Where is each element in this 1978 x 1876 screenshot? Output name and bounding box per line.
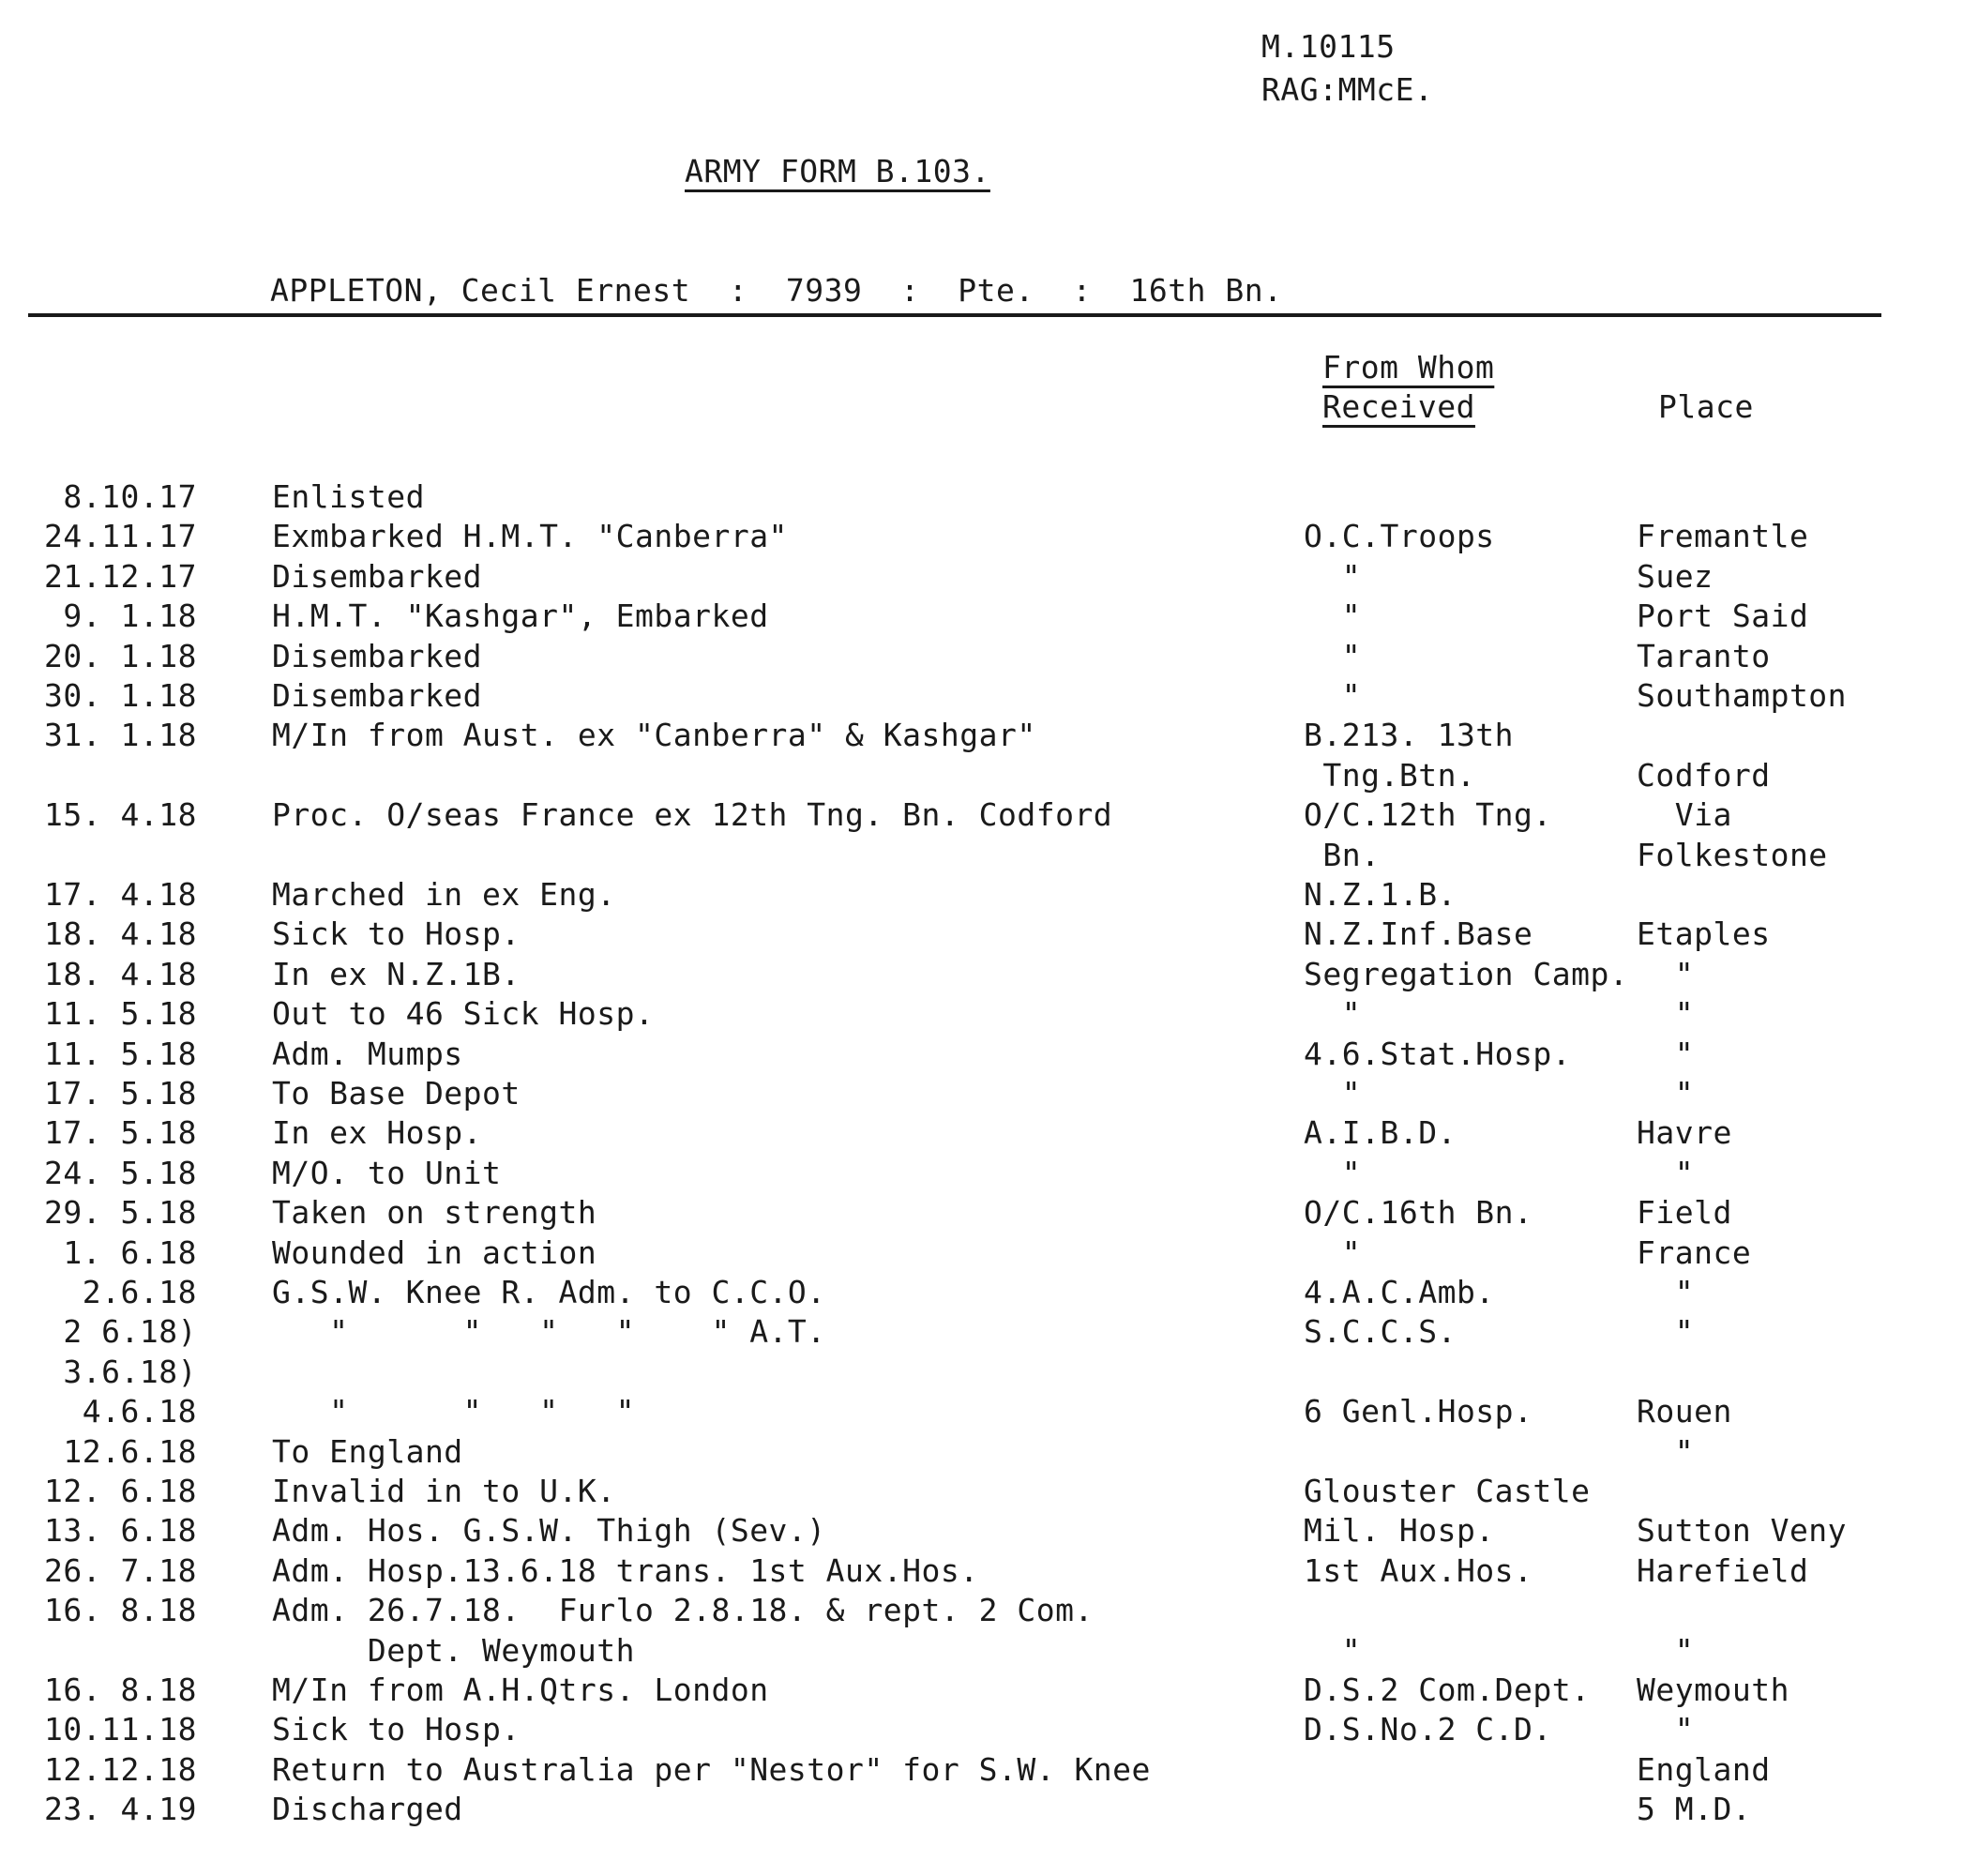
record-description: Discharged — [272, 1791, 463, 1828]
record-row — [0, 1791, 1978, 1828]
record-row — [0, 837, 1978, 874]
record-row — [0, 876, 1978, 914]
record-description: Disembarked — [272, 557, 483, 595]
record-place: " — [1637, 1631, 1695, 1669]
record-description: Adm. 26.7.18. Furlo 2.8.18. & rept. 2 Com. — [272, 1592, 1094, 1629]
record-date: 30. 1.18 — [44, 677, 197, 714]
record-description: Sick to Hosp. — [272, 915, 521, 953]
record-description: Marched in ex Eng. — [272, 876, 616, 913]
record-date: 12.12.18 — [44, 1750, 197, 1788]
record-place: Folkestone — [1637, 836, 1828, 873]
record-date: 24. 5.18 — [44, 1154, 197, 1191]
record-place: " — [1637, 955, 1695, 992]
record-from-whom: 6 Genl.Hosp. — [1304, 1393, 1533, 1430]
soldier-details: APPLETON, Cecil Ernest : 7939 : Pte. : 16th Bn. — [270, 272, 1283, 309]
record-row — [0, 1313, 1978, 1351]
record-description: M/In from A.H.Qtrs. London — [272, 1672, 769, 1708]
record-date: 16. 8.18 — [44, 1592, 197, 1629]
record-description: H.M.T. "Kashgar", Embarked — [272, 598, 769, 635]
record-date: 20. 1.18 — [44, 637, 197, 674]
record-date: 17. 5.18 — [44, 1075, 197, 1112]
record-place: Port Said — [1637, 598, 1809, 635]
record-date: 9. 1.18 — [63, 598, 197, 635]
record-description: G.S.W. Knee R. Adm. to C.C.O. — [272, 1274, 826, 1310]
record-place: Via — [1637, 796, 1732, 834]
record-description: Wounded in action — [272, 1233, 597, 1271]
record-description: Disembarked — [272, 677, 483, 714]
record-from-whom: A.I.B.D. — [1304, 1114, 1457, 1152]
record-place: Field — [1637, 1194, 1732, 1232]
record-date: 18. 4.18 — [44, 955, 197, 992]
record-row — [0, 598, 1978, 635]
record-date: 26. 7.18 — [44, 1551, 197, 1589]
record-row — [0, 1234, 1978, 1272]
header-rule — [28, 313, 1881, 317]
record-place: Rouen — [1637, 1393, 1732, 1430]
record-from-whom: " — [1304, 637, 1362, 674]
column-header-place: Place — [1658, 388, 1754, 425]
record-from-whom: D.S.2 Com.Dept. — [1304, 1672, 1591, 1708]
record-row — [0, 1711, 1978, 1748]
record-from-whom: S.C.C.S. — [1304, 1313, 1457, 1351]
record-from-whom: Glouster Castle — [1304, 1473, 1591, 1509]
record-date: 17. 4.18 — [44, 876, 197, 913]
record-place: England — [1637, 1750, 1771, 1788]
record-place: Fremantle — [1637, 518, 1809, 555]
form-title: ARMY FORM B.103. — [685, 153, 990, 189]
record-place: Suez — [1637, 557, 1714, 595]
record-row — [0, 1672, 1978, 1709]
record-place: France — [1637, 1233, 1752, 1271]
record-from-whom: " — [1304, 677, 1362, 714]
record-description: Disembarked — [272, 637, 483, 674]
record-row — [0, 1075, 1978, 1112]
record-row — [0, 915, 1978, 953]
record-row — [0, 1473, 1978, 1510]
record-date: 16. 8.18 — [44, 1672, 197, 1708]
record-date: 18. 4.18 — [44, 915, 197, 953]
record-date: 23. 4.19 — [44, 1791, 197, 1828]
record-from-whom: " — [1304, 598, 1362, 635]
record-description: " " " " — [272, 1393, 635, 1430]
record-place: " — [1637, 1432, 1695, 1470]
record-from-whom: O/C.12th Tng. — [1304, 796, 1552, 834]
record-place: Weymouth — [1637, 1672, 1789, 1708]
record-place: 5 M.D. — [1637, 1791, 1752, 1828]
record-description: Invalid in to U.K. — [272, 1473, 616, 1509]
record-row — [0, 478, 1978, 516]
record-date: 17. 5.18 — [44, 1114, 197, 1152]
record-row — [0, 1274, 1978, 1311]
record-date: 15. 4.18 — [44, 796, 197, 834]
record-row — [0, 677, 1978, 715]
record-from-whom: O.C.Troops — [1304, 518, 1495, 555]
record-from-whom: 4.A.C.Amb. — [1304, 1274, 1495, 1310]
record-date: 10.11.18 — [44, 1711, 197, 1748]
record-row — [0, 1114, 1978, 1152]
record-description: Sick to Hosp. — [272, 1711, 521, 1748]
record-from-whom: D.S.No.2 C.D. — [1304, 1711, 1552, 1748]
record-description: Dept. Weymouth — [272, 1631, 635, 1669]
record-description: To Base Depot — [272, 1075, 521, 1112]
typist-initials: RAG:MMcE. — [1261, 71, 1434, 108]
record-description: Taken on strength — [272, 1194, 597, 1232]
record-from-whom: N.Z.1.B. — [1304, 876, 1457, 913]
record-description: Proc. O/seas France ex 12th Tng. Bn. Codford — [272, 796, 1113, 834]
record-from-whom: " — [1304, 1075, 1362, 1112]
record-from-whom: Segregation Camp. — [1304, 955, 1629, 992]
record-date: 11. 5.18 — [44, 995, 197, 1033]
record-place: " — [1637, 1154, 1695, 1191]
record-from-whom: " — [1304, 557, 1362, 595]
record-description: Out to 46 Sick Hosp. — [272, 995, 655, 1033]
record-from-whom: O/C.16th Bn. — [1304, 1194, 1533, 1232]
record-place: " — [1637, 995, 1695, 1033]
record-row — [0, 1155, 1978, 1192]
column-header-received: Received — [1322, 388, 1475, 425]
record-row — [0, 1036, 1978, 1073]
record-row — [0, 1194, 1978, 1232]
record-from-whom: 1st Aux.Hos. — [1304, 1551, 1533, 1589]
record-description: In ex Hosp. — [272, 1114, 483, 1152]
record-row — [0, 1512, 1978, 1550]
record-description: To England — [272, 1432, 463, 1470]
record-place: Taranto — [1637, 637, 1771, 674]
file-number: M.10115 — [1261, 28, 1396, 65]
record-row — [0, 757, 1978, 794]
record-from-whom: " — [1304, 1233, 1362, 1271]
record-row — [0, 995, 1978, 1033]
record-row — [0, 1751, 1978, 1789]
record-description: Exmbarked H.M.T. "Canberra" — [272, 518, 788, 555]
record-from-whom: " — [1304, 1631, 1362, 1669]
record-date: 24.11.17 — [44, 518, 197, 555]
record-from-whom: Bn. — [1304, 836, 1381, 873]
record-from-whom: Tng.Btn. — [1304, 756, 1476, 794]
record-date: 11. 5.18 — [44, 1035, 197, 1072]
record-description: Enlisted — [272, 478, 425, 515]
record-place: " — [1637, 1035, 1695, 1072]
record-date: 3.6.18) — [63, 1353, 197, 1390]
record-row — [0, 956, 1978, 993]
record-date: 12. 6.18 — [44, 1473, 197, 1509]
record-from-whom: 4.6.Stat.Hosp. — [1304, 1035, 1572, 1072]
record-date: 13. 6.18 — [44, 1512, 197, 1550]
record-description: Adm. Hosp.13.6.18 trans. 1st Aux.Hos. — [272, 1551, 979, 1589]
record-place: " — [1637, 1274, 1695, 1310]
record-from-whom: B.213. 13th — [1304, 717, 1515, 754]
record-place: " — [1637, 1313, 1695, 1351]
record-place: Havre — [1637, 1114, 1732, 1152]
record-row — [0, 1592, 1978, 1629]
record-date: 12.6.18 — [63, 1432, 197, 1470]
record-row — [0, 1393, 1978, 1430]
record-place: Codford — [1637, 756, 1771, 794]
record-description: Return to Australia per "Nestor" for S.W. Knee — [272, 1750, 1151, 1788]
record-description: M/In from Aust. ex "Canberra" & Kashgar" — [272, 717, 1036, 754]
record-description: In ex N.Z.1B. — [272, 955, 521, 992]
record-description: M/O. to Unit — [272, 1154, 502, 1191]
record-row — [0, 518, 1978, 555]
record-description: Adm. Hos. G.S.W. Thigh (Sev.) — [272, 1512, 826, 1550]
record-row — [0, 1552, 1978, 1590]
record-date: 8.10.17 — [63, 478, 197, 515]
record-date: 2 6.18) — [63, 1313, 197, 1351]
record-place: Etaples — [1637, 915, 1771, 953]
record-date: 1. 6.18 — [63, 1233, 197, 1271]
record-place: Harefield — [1637, 1551, 1809, 1589]
record-from-whom: Mil. Hosp. — [1304, 1512, 1495, 1550]
record-row — [0, 1354, 1978, 1391]
record-date: 4.6.18 — [82, 1393, 197, 1430]
record-date: 31. 1.18 — [44, 717, 197, 754]
column-header-from-whom: From Whom — [1322, 349, 1495, 386]
record-from-whom: " — [1304, 1154, 1362, 1191]
record-row — [0, 1433, 1978, 1471]
record-place: " — [1637, 1711, 1695, 1748]
record-date: 21.12.17 — [44, 557, 197, 595]
record-place: Southampton — [1637, 677, 1848, 714]
record-from-whom: " — [1304, 995, 1362, 1033]
record-row — [0, 1632, 1978, 1670]
record-row — [0, 717, 1978, 754]
record-row — [0, 558, 1978, 596]
record-date: 29. 5.18 — [44, 1194, 197, 1232]
record-from-whom: N.Z.Inf.Base — [1304, 915, 1533, 953]
record-description: Adm. Mumps — [272, 1035, 463, 1072]
record-place: " — [1637, 1075, 1695, 1112]
record-row — [0, 796, 1978, 834]
record-row — [0, 638, 1978, 675]
record-description: " " " " " A.T. — [272, 1313, 826, 1351]
record-place: Sutton Veny — [1637, 1512, 1848, 1550]
record-date: 2.6.18 — [82, 1274, 197, 1310]
